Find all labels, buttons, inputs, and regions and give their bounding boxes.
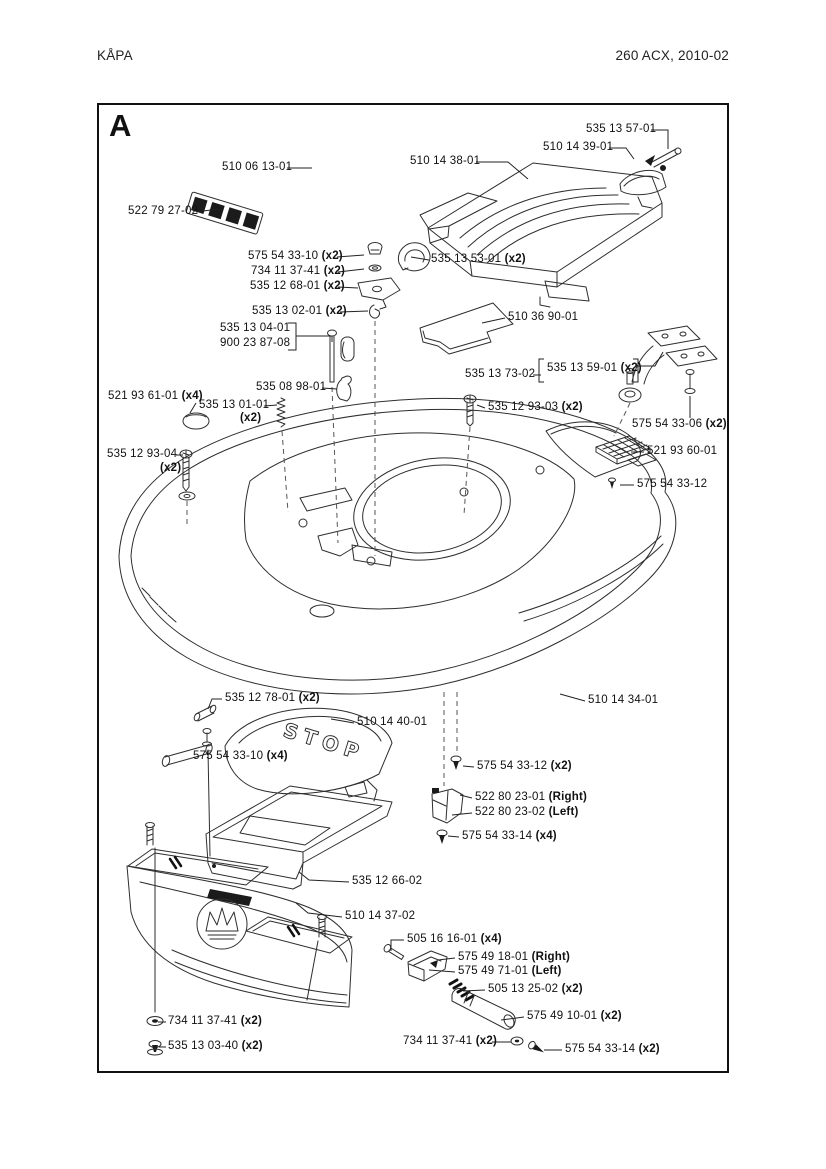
pin-art	[645, 148, 681, 171]
part-label: (x2)	[160, 462, 182, 474]
front-body-art	[127, 823, 352, 1008]
part-label: 510 06 13-01	[222, 161, 293, 173]
stop-button-label: STOP	[280, 717, 368, 766]
washer-art	[183, 413, 209, 429]
small-screw-art	[609, 478, 616, 489]
dashed-guide-lines	[187, 321, 630, 786]
part-label: 510 14 37-02	[345, 910, 416, 922]
part-label: 510 14 39-01	[543, 141, 614, 153]
part-label: 535 12 93-04	[107, 448, 178, 460]
latch-art	[620, 170, 666, 208]
part-label: 535 12 66-02	[352, 875, 423, 887]
main-cover-art	[119, 398, 676, 694]
part-label: 505 13 25-02 (x2)	[488, 983, 583, 995]
part-label: 522 80 23-02 (Left)	[475, 806, 579, 818]
bracket-assembly-art	[619, 326, 717, 402]
part-label: 522 79 27-02	[128, 205, 199, 217]
part-label: 575 54 33-12	[637, 478, 708, 490]
part-label: 535 13 59-01 (x2)	[547, 362, 642, 374]
part-label: 734 11 37-41 (x2)	[168, 1015, 262, 1027]
part-label: 535 13 04-01	[220, 322, 291, 334]
part-label: 575 54 33-12 (x2)	[477, 760, 572, 772]
part-label: 575 54 33-06 (x2)	[632, 418, 727, 430]
part-label: 535 12 78-01 (x2)	[225, 692, 320, 704]
part-label: 575 49 10-01 (x2)	[527, 1010, 622, 1022]
part-label: 510 14 34-01	[588, 694, 659, 706]
part-label: 535 13 02-01 (x2)	[252, 305, 347, 317]
part-label: 575 49 18-01 (Right)	[458, 951, 571, 963]
part-label: 575 49 71-01 (Left)	[458, 965, 562, 977]
foam-sheet-art	[420, 303, 513, 354]
part-label: 510 14 40-01	[357, 716, 428, 728]
part-label: 535 08 98-01	[256, 381, 327, 393]
part-label: 535 12 68-01 (x2)	[250, 280, 345, 292]
clip-art	[398, 243, 429, 271]
part-label: 900 23 87-08	[220, 337, 291, 349]
rear-tray-art	[206, 786, 392, 889]
part-label: 521 93 61-01 (x4)	[108, 390, 203, 402]
part-label: 535 13 01-01	[199, 399, 270, 411]
part-label: 575 54 33-14 (x2)	[565, 1043, 660, 1055]
part-label: 510 14 38-01	[410, 155, 481, 167]
part-label: 535 13 73-02	[465, 368, 536, 380]
spring-art	[277, 398, 285, 427]
part-label: 521 93 60-01	[647, 445, 718, 457]
part-label: 510 36 90-01	[508, 311, 579, 323]
page-title: KÅPA	[97, 48, 133, 63]
part-label: 522 80 23-01 (Right)	[475, 791, 588, 803]
warning-decal-art	[186, 192, 263, 235]
part-label: 535 13 03-40 (x2)	[168, 1040, 263, 1052]
model-revision: 260 ACX, 2010-02	[615, 48, 729, 63]
part-label: 535 12 93-03 (x2)	[488, 401, 583, 413]
part-label: 734 11 37-41 (x2)	[403, 1035, 497, 1047]
part-label: 575 54 33-10 (x2)	[248, 250, 343, 262]
part-label: (x2)	[240, 412, 262, 424]
part-label: 505 16 16-01 (x4)	[407, 933, 502, 945]
part-label: 575 54 33-10 (x4)	[193, 750, 288, 762]
long-screw-art	[179, 450, 195, 500]
section-letter: A	[109, 108, 132, 143]
part-label: 575 54 33-14 (x4)	[462, 830, 557, 842]
part-label: 535 13 53-01 (x2)	[431, 253, 526, 265]
stop-cover-art	[161, 704, 392, 801]
screw-stack-art	[358, 243, 400, 319]
part-label: 535 13 57-01	[586, 123, 657, 135]
part-label: 734 11 37-41 (x2)	[251, 265, 345, 277]
pin-clip-art	[328, 330, 355, 401]
hinge-assembly-art	[383, 943, 546, 1056]
corner-piece-art	[432, 756, 463, 844]
